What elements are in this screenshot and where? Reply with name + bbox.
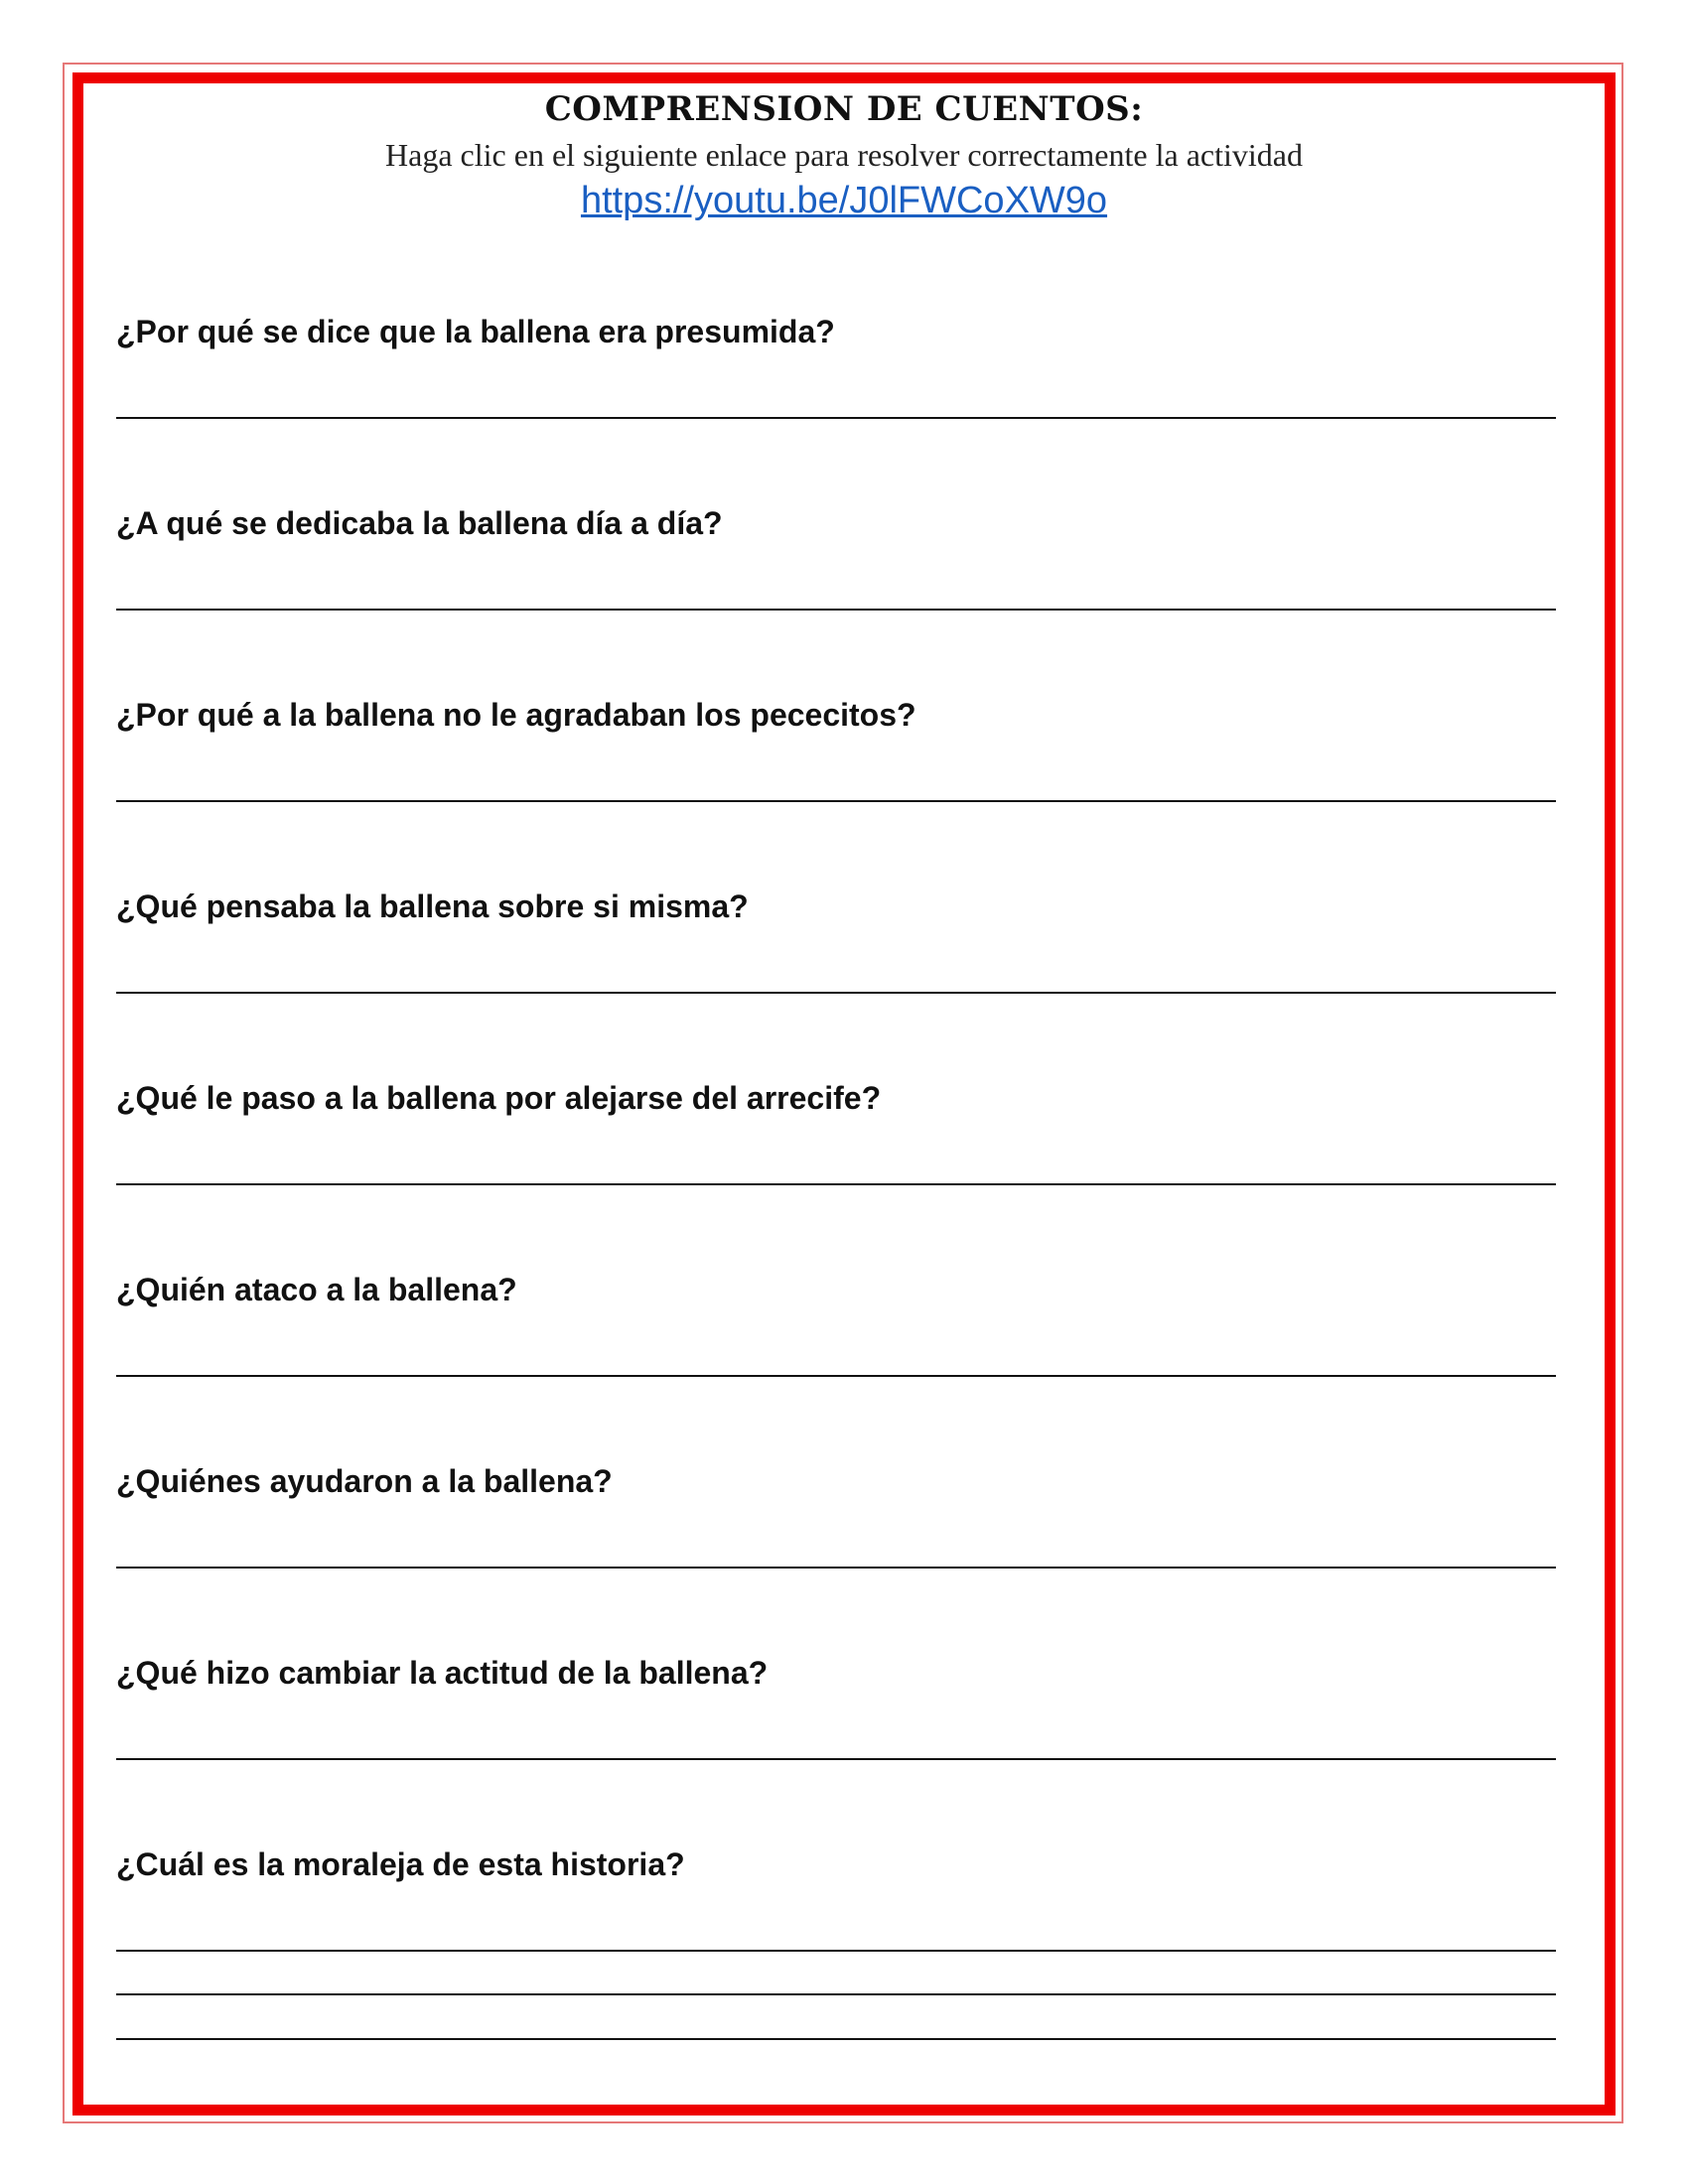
answer-line-7[interactable] xyxy=(116,1567,1556,1569)
answer-line-9c[interactable] xyxy=(116,2038,1556,2040)
answer-line-6[interactable] xyxy=(116,1375,1556,1377)
answer-line-9b[interactable] xyxy=(116,1993,1556,1995)
question-9: ¿Cuál es la moraleja de esta historia? xyxy=(116,1846,685,1882)
question-5: ¿Qué le paso a la ballena por alejarse del arrecife? xyxy=(116,1080,882,1116)
question-3: ¿Por qué a la ballena no le agradaban los pececitos? xyxy=(116,697,916,733)
worksheet-header xyxy=(0,87,1688,224)
worksheet-title: COMPRENSION DE CUENTOS: xyxy=(544,89,1144,129)
question-4: ¿Qué pensaba la ballena sobre si misma? xyxy=(116,888,749,924)
answer-line-9a[interactable] xyxy=(116,1950,1556,1952)
answer-line-2[interactable] xyxy=(116,609,1556,611)
answer-line-1[interactable] xyxy=(116,417,1556,419)
answer-line-3[interactable] xyxy=(116,800,1556,802)
question-6: ¿Quién ataco a la ballena? xyxy=(116,1272,517,1307)
question-7: ¿Quiénes ayudaron a la ballena? xyxy=(116,1463,613,1499)
answer-line-5[interactable] xyxy=(116,1183,1556,1185)
question-8: ¿Qué hizo cambiar la actitud de la ballena? xyxy=(116,1655,769,1691)
question-2: ¿A qué se dedicaba la ballena día a día? xyxy=(116,505,723,541)
answer-line-4[interactable] xyxy=(116,992,1556,994)
answer-line-8[interactable] xyxy=(116,1758,1556,1760)
question-1: ¿Por qué se dice que la ballena era presumida? xyxy=(116,314,835,349)
video-link[interactable]: https://youtu.be/J0lFWCoXW9o xyxy=(580,180,1108,221)
instructions-text: Haga clic en el siguiente enlace para resolver correctamente la actividad xyxy=(385,137,1303,173)
